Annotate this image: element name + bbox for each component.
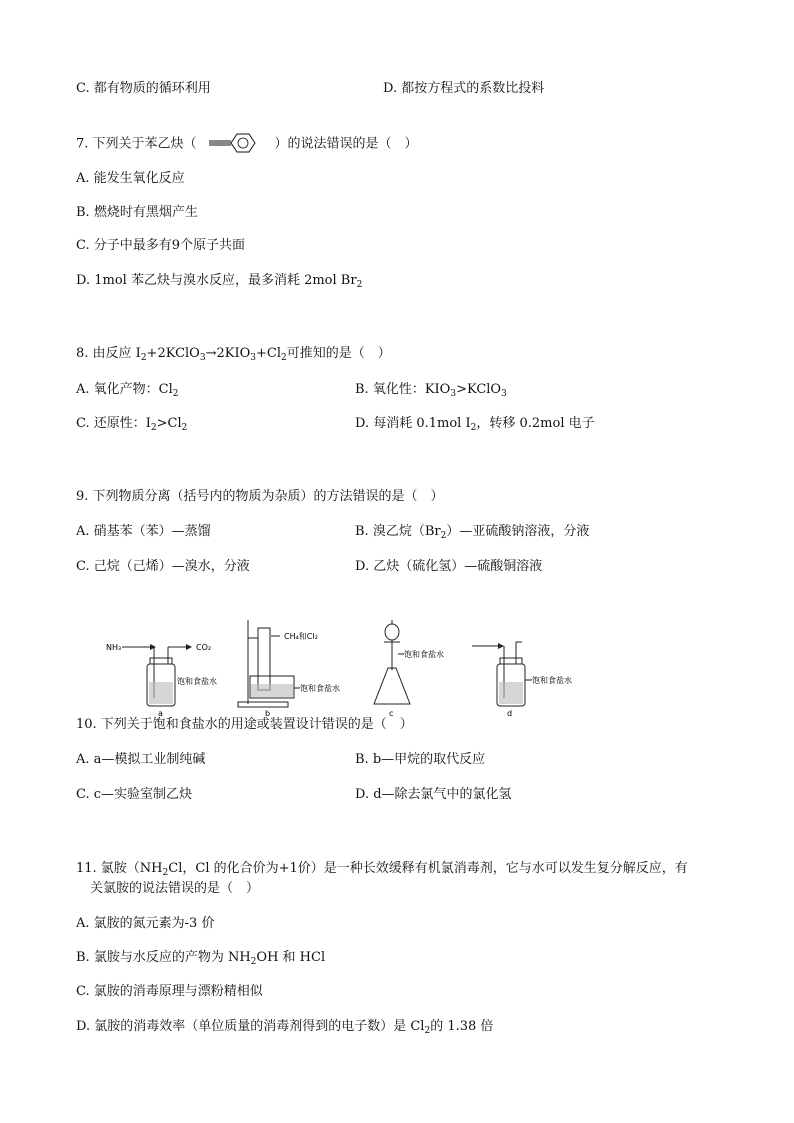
- q6-option-c: C. 都有物质的循环利用: [76, 81, 211, 96]
- apparatus-c: [374, 620, 444, 718]
- q7-option-c: C. 分子中最多有9个原子共面: [76, 238, 246, 253]
- q7-option-a: A. 能发生氧化反应: [76, 171, 185, 186]
- apparatus-d-liquid-label: 饱和食盐水: [532, 676, 572, 685]
- q6-option-d: D. 都按方程式的系数比投料: [383, 81, 545, 96]
- q7-stem: [76, 132, 418, 156]
- q8-option-b: B. 氧化性：$KIO_3>KClO_3$: [355, 382, 507, 399]
- q11-option-c: C. 氯胺的消毒原理与漂粉精相似: [76, 984, 263, 999]
- q7-stem-pre: 7. 下列关于苯乙炔（: [76, 136, 197, 152]
- q11-option-b: B. 氯胺与水反应的产物为 $NH_2OH$ 和 HCl: [76, 950, 326, 967]
- q9-option-d: D. 乙炔（硫化氢）—硫酸铜溶液: [355, 559, 543, 574]
- apparatus-figure: [100, 618, 580, 718]
- q11-option-a: A. 氯胺的氮元素为-3 价: [76, 916, 215, 931]
- apparatus-b: [238, 620, 340, 718]
- apparatus-c-label: c: [389, 709, 394, 718]
- apparatus-d: [472, 642, 572, 718]
- q7-option-d: D. 1mol 苯乙炔与溴水反应，最多消耗 2mol $Br_2$: [76, 273, 363, 290]
- q9-option-c: C. 己烷（己烯）—溴水，分液: [76, 559, 250, 574]
- apparatus-c-liquid-label: 饱和食盐水: [404, 650, 444, 659]
- q9-option-b: B. 溴乙烷$(Br_2)—$亚硫酸钠溶液，分液: [355, 524, 590, 541]
- phenylacetylene-structure: [201, 132, 271, 156]
- q10-option-c: C. c—实验室制乙炔: [76, 787, 193, 802]
- apparatus-b-gas-label: CH₄和Cl₂: [284, 632, 318, 641]
- q9-option-a: A. 硝基苯（苯）—蒸馏: [76, 524, 211, 539]
- apparatus-a-inlet-label: NH₃: [106, 643, 122, 652]
- apparatus-a-outlet-label: CO₂: [196, 643, 212, 652]
- q11-stem-line1: 11. 氯胺（$NH_2Cl$，Cl 的化合价为+1价）是一种长效缓释有机氯消毒剂，它与水可以发生复分解反应，有: [76, 861, 688, 878]
- q10-stem: 10. 下列关于饱和食盐水的用途或装置设计错误的是（ ）: [76, 717, 413, 732]
- apparatus-figure-svg: [100, 618, 580, 718]
- q11-stem-line2: 关氯胺的说法错误的是（ ）: [90, 881, 260, 896]
- q9-stem: 9. 下列物质分离（括号内的物质为杂质）的方法错误的是（ ）: [76, 489, 444, 504]
- apparatus-a-label: a: [158, 709, 163, 718]
- q8-option-a: A. 氧化产物：$Cl_2$: [76, 382, 179, 399]
- q10-option-b: B. b—甲烷的取代反应: [355, 752, 486, 767]
- apparatus-a: [106, 643, 217, 718]
- q7-option-b: B. 燃烧时有黑烟产生: [76, 205, 198, 220]
- q11-option-d: D. 氯胺的消毒效率（单位质量的消毒剂得到的电子数）是 $Cl_2$的 1.38 倍: [76, 1019, 494, 1036]
- apparatus-b-liquid-label: 饱和食盐水: [300, 684, 340, 693]
- q8-stem: 8. 由反应 $I_2+2KClO_3\to 2KIO_3+Cl_2$可推知的是（ ）: [76, 346, 391, 363]
- q10-option-a: A. a—模拟工业制纯碱: [76, 752, 206, 767]
- q7-stem-post: ）的说法错误的是（ ）: [274, 136, 418, 152]
- apparatus-b-label: b: [265, 709, 271, 718]
- q8-option-d: D. 每消耗 0.1mol $I_2$，转移 0.2mol 电子: [355, 416, 595, 433]
- q8-option-c: C. 还原性：$I_2>Cl_2$: [76, 416, 188, 433]
- q10-option-d: D. d—除去氯气中的氯化氢: [355, 787, 512, 802]
- apparatus-d-label: d: [507, 709, 513, 718]
- apparatus-a-liquid-label: 饱和食盐水: [177, 677, 217, 686]
